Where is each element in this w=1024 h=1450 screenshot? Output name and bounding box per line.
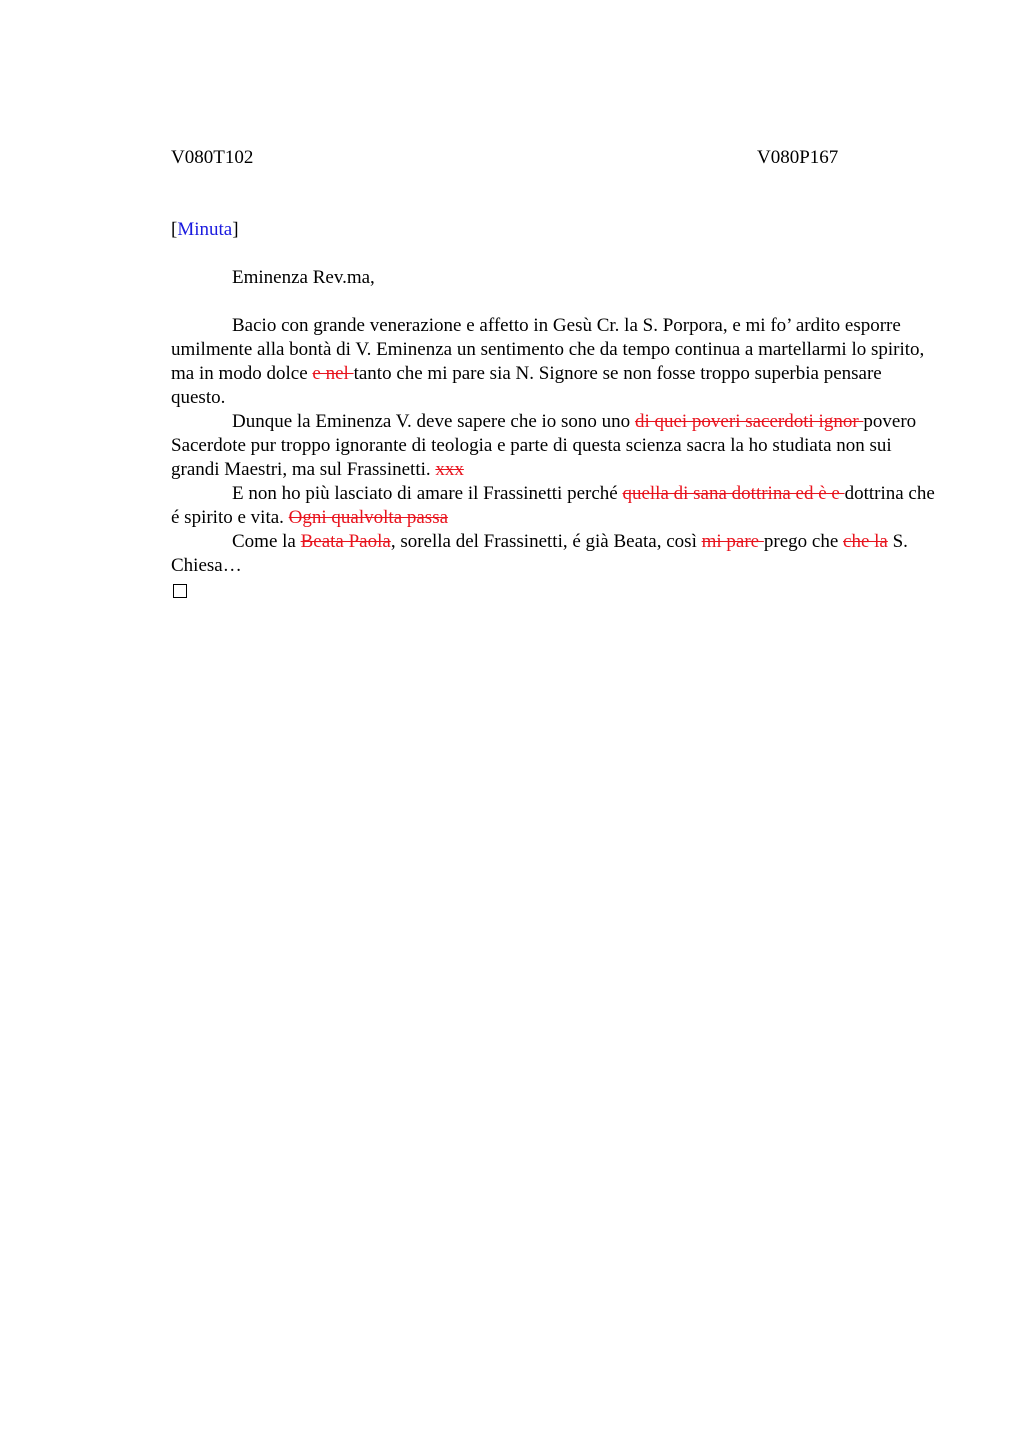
- paragraph-text: Come la: [232, 531, 301, 552]
- paragraph-text: dottrina che é spirito e vita.: [171, 483, 935, 528]
- deleted-text: xxx: [435, 459, 464, 480]
- paragraph-2: [171, 410, 937, 482]
- deleted-text: quella di sana dottrina ed è e: [622, 483, 845, 504]
- paragraph-text: povero Sacerdote pur troppo ignorante di teologia e parte di questa scienza sacra la ho studiata non sui grandi Maestri, ma sul Frassinetti.: [171, 411, 917, 480]
- paragraph-text: Dunque la Eminenza V. deve sapere che io sono uno: [232, 411, 635, 432]
- deleted-text: Beata Paola: [300, 531, 391, 552]
- paragraph-3: [171, 482, 937, 530]
- label-minuta: Minuta: [177, 219, 233, 240]
- paragraph-text: S. Chiesa…: [171, 531, 908, 576]
- paragraph-text: E non ho più lasciato di amare il Frassinetti perché: [232, 483, 623, 504]
- deleted-text: di quei poveri sacerdoti ignor: [634, 411, 864, 432]
- draft-label: [171, 218, 937, 242]
- deleted-text: mi pare: [701, 531, 764, 552]
- deleted-text: che la: [843, 531, 888, 552]
- label-close-bracket: ]: [232, 219, 239, 240]
- letter-body: [171, 218, 937, 598]
- paragraph-text: Bacio con grande venerazione e affetto in Gesù Cr. la S. Porpora, e mi fo’ ardito esporre umilmente alla bontà di V. Eminenza un sentimento che da tempo continua a martellarmi lo spirito, ma in modo dolce: [171, 315, 925, 384]
- document-code-left: V080T102: [171, 147, 254, 168]
- document-code-right: V080P167: [757, 147, 839, 168]
- salutation: Eminenza Rev.ma,: [232, 267, 375, 288]
- deleted-text: Ogni qualvolta passa: [288, 507, 449, 528]
- paragraph-text: prego che: [763, 531, 844, 552]
- label-open-bracket: [: [171, 219, 178, 240]
- hollow-square-icon: [173, 584, 187, 598]
- paragraph-text: , sorella del Frassinetti, é già Beata, così: [390, 531, 702, 552]
- paragraph-1: [171, 314, 937, 410]
- paragraph-text: tanto che mi pare sia N. Signore se non fosse troppo superbia pensare questo.: [171, 363, 882, 408]
- paragraph-4: [171, 530, 937, 578]
- deleted-text: e nel: [312, 363, 354, 384]
